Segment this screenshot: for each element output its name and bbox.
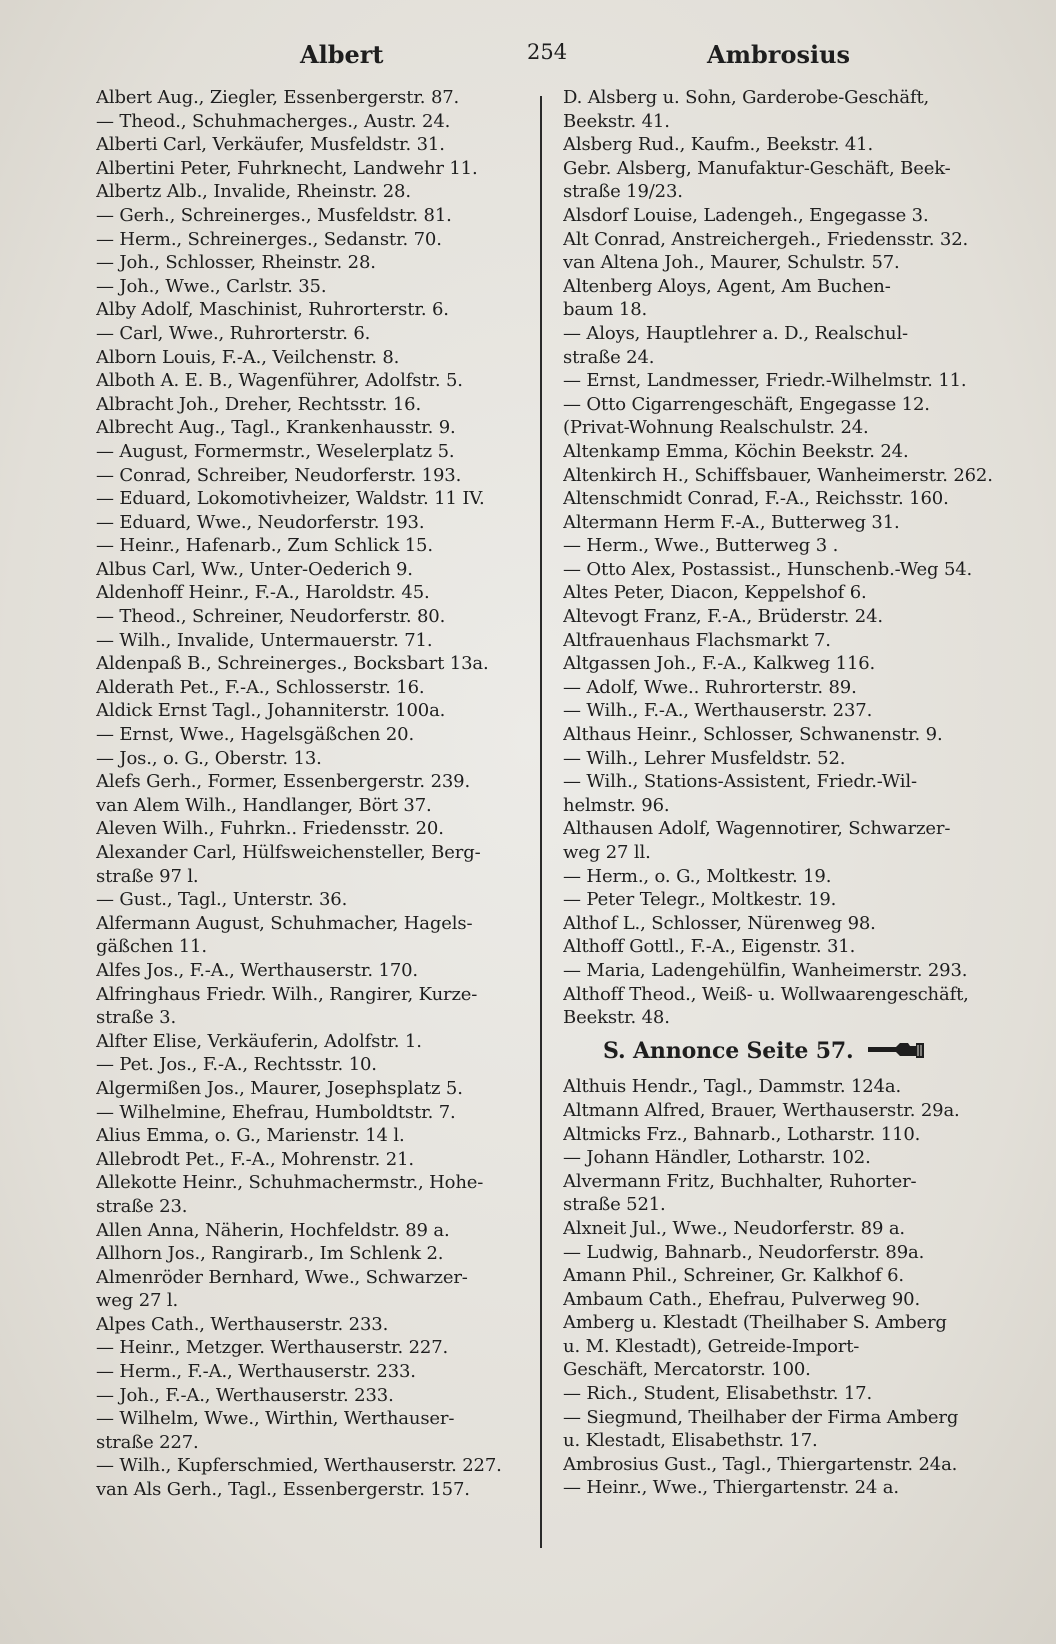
directory-entry: [96, 770, 528, 794]
directory-entry: [96, 1219, 528, 1243]
entry-line: Altenkamp Emma, Köchin Beekstr. 24.: [563, 440, 909, 462]
entry-line: — Eduard, Wwe., Neudorferstr. 193.: [96, 511, 425, 533]
directory-entry: [563, 723, 1003, 747]
directory-entry: [96, 133, 528, 157]
directory-entry: [563, 888, 1003, 912]
entry-line: Altfrauenhaus Flachsmarkt 7.: [563, 629, 831, 651]
entry-line: Aldenhoff Heinr., F.-A., Haroldstr. 45.: [96, 582, 430, 604]
entry-line: — Herm., F.-A., Werthauserstr. 233.: [96, 1361, 416, 1383]
entry-line: Althuis Hendr., Tagl., Dammstr. 124a.: [563, 1076, 902, 1098]
entry-line: Alderath Pet., F.-A., Schlosserstr. 16.: [96, 676, 425, 698]
entry-line: — Otto Alex, Postassist., Hunschenb.-Weg 54.: [563, 558, 973, 580]
entry-line: — Jos., o. G., Oberstr. 13.: [96, 747, 322, 769]
entry-line: Ambaum Cath., Ehefrau, Pulverweg 90.: [563, 1288, 921, 1310]
directory-entry: [563, 511, 1003, 535]
entry-line: Albert Aug., Ziegler, Essenbergerstr. 87.: [96, 87, 460, 108]
entry-line: — Gust., Tagl., Unterstr. 36.: [96, 889, 348, 911]
entry-continuation: baum 18.: [563, 299, 648, 321]
entry-line: Alxneit Jul., Wwe., Neudorferstr. 89 a.: [563, 1217, 905, 1239]
entry-line: van Altena Joh., Maurer, Schulstr. 57.: [563, 252, 900, 274]
directory-entry: [563, 1453, 1003, 1477]
directory-entry: [96, 1101, 528, 1125]
directory-entry: [96, 1266, 528, 1313]
directory-entry: [96, 322, 528, 346]
entry-continuation: (Privat-Wohnung Realschulstr. 24.: [563, 417, 869, 439]
directory-entry: [96, 699, 528, 723]
page-number: 254: [527, 40, 568, 64]
entry-line: Altenkirch H., Schiffsbauer, Wanheimerstr. 262.: [563, 464, 993, 486]
directory-entry: [563, 1406, 1003, 1453]
entry-line: — Wilhelm, Wwe., Wirthin, Werthauser-: [96, 1408, 455, 1430]
entry-line: Allebrodt Pet., F.-A., Mohrenstr. 21.: [96, 1148, 414, 1170]
entry-line: D. Alsberg u. Sohn, Garderobe-Geschäft,: [563, 87, 930, 108]
directory-entry: [563, 1476, 1003, 1500]
directory-entry: [563, 747, 1003, 771]
directory-entry: [96, 817, 528, 841]
left-column: [96, 86, 528, 1502]
entry-line: Alt Conrad, Anstreichergeh., Friedensstr. 32.: [563, 228, 969, 250]
directory-entry: [96, 1242, 528, 1266]
entry-line: Althausen Adolf, Wagennotirer, Schwarzer-: [563, 818, 951, 840]
entry-line: Amann Phil., Schreiner, Gr. Kalkhof 6.: [563, 1265, 905, 1287]
directory-entry: [563, 251, 1003, 275]
directory-entry: [563, 440, 1003, 464]
header-left-keyword: Albert: [300, 40, 384, 69]
directory-entry: [96, 1360, 528, 1384]
directory-entry: [96, 251, 528, 275]
directory-entry: [563, 487, 1003, 511]
entry-line: van Als Gerh., Tagl., Essenbergerstr. 157.: [96, 1479, 470, 1501]
directory-entry: [96, 912, 528, 959]
directory-entry: [563, 1311, 1003, 1382]
entry-line: Alberti Carl, Verkäufer, Musfeldstr. 31.: [96, 134, 445, 156]
entry-line: — Wilh., Kupferschmied, Werthauserstr. 227.: [96, 1455, 502, 1477]
entry-line: Altes Peter, Diacon, Keppelshof 6.: [563, 582, 867, 604]
directory-entry: [563, 534, 1003, 558]
directory-entry: [96, 1313, 528, 1337]
directory-entry: [96, 888, 528, 912]
entry-continuation: straße 227.: [96, 1431, 199, 1453]
directory-entry: [563, 817, 1003, 864]
entry-line: — Ernst, Landmesser, Friedr.-Wilhelmstr. 11.: [563, 370, 967, 392]
header-right-keyword: Ambrosius: [707, 40, 851, 69]
entry-continuation: weg 27 l.: [96, 1290, 179, 1312]
directory-entry: [96, 275, 528, 299]
directory-entry: [563, 865, 1003, 889]
entry-line: — Wilh., F.-A., Werthauserstr. 237.: [563, 700, 873, 722]
entry-line: — Peter Telegr., Moltkestr. 19.: [563, 889, 837, 911]
directory-entry: [96, 487, 528, 511]
directory-entry: [563, 393, 1003, 440]
directory-entry: [96, 1478, 528, 1502]
entry-line: Albrecht Aug., Tagl., Krankenhausstr. 9.: [96, 417, 456, 439]
entry-line: — Johann Händler, Lotharstr. 102.: [563, 1147, 871, 1169]
directory-entry: [96, 841, 528, 888]
entry-line: Albracht Joh., Dreher, Rechtsstr. 16.: [96, 393, 422, 415]
directory-entry: [96, 1030, 528, 1054]
directory-entry: [96, 369, 528, 393]
entry-line: — Heinr., Hafenarb., Zum Schlick 15.: [96, 535, 433, 557]
entry-line: Alpes Cath., Werthauserstr. 233.: [96, 1313, 389, 1335]
entry-line: — Heinr., Wwe., Thiergartenstr. 24 a.: [563, 1477, 899, 1499]
directory-entry: [96, 1407, 528, 1454]
entry-continuation: Beekstr. 41.: [563, 110, 670, 132]
directory-entry: [563, 464, 1003, 488]
entry-line: — Aloys, Hauptlehrer a. D., Realschul-: [563, 322, 908, 344]
entry-line: Ambrosius Gust., Tagl., Thiergartenstr. 24a.: [563, 1453, 958, 1475]
entry-line: van Alem Wilh., Handlanger, Bört 37.: [96, 794, 432, 816]
directory-entry: [563, 1288, 1003, 1312]
entry-line: Aldick Ernst Tagl., Johanniterstr. 100a.: [96, 700, 446, 722]
entry-line: Albertini Peter, Fuhrknecht, Landwehr 11.: [96, 157, 478, 179]
entry-line: Allhorn Jos., Rangirarb., Im Schlenk 2.: [96, 1243, 444, 1265]
entry-line: — Joh., F.-A., Werthauserstr. 233.: [96, 1384, 394, 1406]
pointing-hand-icon: [866, 1038, 926, 1066]
entry-line: Altmann Alfred, Brauer, Werthauserstr. 29a.: [563, 1099, 960, 1121]
entry-line: Algermißen Jos., Maurer, Josephsplatz 5.: [96, 1077, 463, 1099]
right-column-top: [563, 86, 1003, 1030]
entry-line: — Adolf, Wwe.. Ruhrorterstr. 89.: [563, 676, 857, 698]
entry-line: Alfermann August, Schuhmacher, Hagels-: [96, 912, 473, 934]
entry-line: Alborn Louis, F.-A., Veilchenstr. 8.: [96, 346, 400, 368]
entry-continuation: u. M. Klestadt), Getreide-Import-: [563, 1335, 860, 1357]
entry-line: — Ernst, Wwe., Hagelsgäßchen 20.: [96, 724, 415, 746]
entry-line: Aleven Wilh., Fuhrkn.. Friedensstr. 20.: [96, 818, 444, 840]
entry-line: Albus Carl, Ww., Unter-Oederich 9.: [96, 558, 413, 580]
entry-line: — Herm., Wwe., Butterweg 3 .: [563, 535, 839, 557]
entry-continuation: weg 27 ll.: [563, 842, 651, 863]
directory-entry: [563, 322, 1003, 369]
directory-entry: [563, 1075, 1003, 1099]
entry-continuation: Beekstr. 48.: [563, 1007, 670, 1029]
directory-entry: [563, 581, 1003, 605]
entry-line: Altenberg Aloys, Agent, Am Buchen-: [563, 275, 891, 297]
entry-continuation: straße 97 l.: [96, 865, 199, 887]
directory-entry: [96, 511, 528, 535]
directory-entry: [563, 935, 1003, 959]
entry-line: — Gerh., Schreinerges., Musfeldstr. 81.: [96, 204, 452, 226]
entry-line: Almenröder Bernhard, Wwe., Schwarzer-: [96, 1266, 468, 1288]
directory-entry: [563, 676, 1003, 700]
directory-entry: [96, 393, 528, 417]
directory-entry: [96, 346, 528, 370]
page-header: [95, 40, 995, 74]
directory-entry: [96, 1336, 528, 1360]
directory-entry: [96, 204, 528, 228]
entry-line: Althaus Heinr., Schlosser, Schwanenstr. 9.: [563, 724, 943, 746]
directory-entry: [96, 1077, 528, 1101]
entry-line: — Theod., Schuhmacherges., Austr. 24.: [96, 110, 451, 132]
directory-entry: [96, 959, 528, 983]
directory-entry: [96, 723, 528, 747]
entry-line: — Eduard, Lokomotivheizer, Waldstr. 11 IV.: [96, 488, 485, 510]
directory-entry: [563, 157, 1003, 204]
directory-entry: [563, 605, 1003, 629]
directory-entry: [563, 228, 1003, 252]
entry-line: Albertz Alb., Invalide, Rheinstr. 28.: [96, 181, 411, 203]
right-column: [563, 86, 1003, 1500]
directory-entry: [96, 747, 528, 771]
directory-entry: [563, 558, 1003, 582]
entry-line: Altevogt Franz, F.-A., Brüderstr. 24.: [563, 606, 883, 628]
entry-line: — Siegmund, Theilhaber der Firma Amberg: [563, 1406, 959, 1428]
entry-continuation: u. Klestadt, Elisabethstr. 17.: [563, 1430, 818, 1452]
entry-continuation: gäßchen 11.: [96, 936, 207, 958]
entry-continuation: straße 19/23.: [563, 181, 683, 203]
directory-entry: [563, 86, 1003, 133]
entry-line: Alius Emma, o. G., Marienstr. 14 l.: [96, 1125, 405, 1147]
entry-line: Alexander Carl, Hülfsweichensteller, Berg-: [96, 842, 481, 863]
entry-continuation: straße 24.: [563, 346, 655, 368]
entry-line: Alsberg Rud., Kaufm., Beekstr. 41.: [563, 134, 874, 156]
directory-entry: [563, 1217, 1003, 1241]
entry-continuation: helmstr. 96.: [563, 794, 670, 816]
directory-entry: [563, 1264, 1003, 1288]
entry-line: — Pet. Jos., F.-A., Rechtsstr. 10.: [96, 1054, 377, 1076]
directory-entry: [563, 369, 1003, 393]
directory-entry: [96, 652, 528, 676]
directory-entry: [563, 652, 1003, 676]
entry-line: — Herm., o. G., Moltkestr. 19.: [563, 865, 832, 887]
entry-line: — Ludwig, Bahnarb., Neudorferstr. 89a.: [563, 1241, 925, 1263]
entry-continuation: straße 23.: [96, 1195, 188, 1217]
directory-entry: [96, 676, 528, 700]
annonce-text: S. Annonce Seite 57.: [603, 1037, 854, 1064]
directory-entry: [563, 699, 1003, 723]
directory-entry: [96, 629, 528, 653]
entry-line: — Otto Cigarrengeschäft, Engegasse 12.: [563, 393, 930, 415]
entry-line: Alvermann Fritz, Buchhalter, Ruhorter-: [563, 1170, 917, 1192]
entry-line: — Maria, Ladengehülfin, Wanheimerstr. 293.: [563, 959, 968, 981]
entry-line: — Theod., Schreiner, Neudorferstr. 80.: [96, 606, 446, 628]
directory-entry: [96, 440, 528, 464]
directory-entry: [563, 629, 1003, 653]
directory-entry: [96, 794, 528, 818]
directory-entry: [563, 1170, 1003, 1217]
entry-line: — Conrad, Schreiber, Neudorferstr. 193.: [96, 464, 462, 486]
entry-line: Altgassen Joh., F.-A., Kalkweg 116.: [563, 653, 876, 675]
entry-line: — Wilhelmine, Ehefrau, Humboldtstr. 7.: [96, 1101, 456, 1123]
directory-entry: [563, 1123, 1003, 1147]
directory-entry: [563, 770, 1003, 817]
entry-line: Allekotte Heinr., Schuhmachermstr., Hohe-: [96, 1172, 484, 1194]
directory-entry: [96, 558, 528, 582]
entry-line: Alefs Gerh., Former, Essenbergerstr. 239.: [96, 771, 471, 793]
entry-line: — Herm., Schreinerges., Sedanstr. 70.: [96, 228, 442, 250]
directory-entry: [96, 1148, 528, 1172]
directory-entry: [96, 416, 528, 440]
entry-line: Altmicks Frz., Bahnarb., Lotharstr. 110.: [563, 1123, 921, 1145]
entry-line: — Joh., Schlosser, Rheinstr. 28.: [96, 252, 376, 274]
entry-line: Alby Adolf, Maschinist, Ruhrorterstr. 6.: [96, 299, 449, 321]
directory-entry: [563, 1241, 1003, 1265]
entry-line: Althof L., Schlosser, Nürenweg 98.: [563, 912, 876, 934]
annonce-notice: [603, 1038, 1003, 1066]
entry-line: — Heinr., Metzger. Werthauserstr. 227.: [96, 1337, 449, 1359]
directory-entry: [96, 1124, 528, 1148]
column-divider: [540, 96, 542, 1548]
directory-entry: [563, 1099, 1003, 1123]
directory-entry: [563, 275, 1003, 322]
directory-entry: [96, 605, 528, 629]
directory-entry: [96, 581, 528, 605]
entry-line: Aldenpaß B., Schreinerges., Bocksbart 13a.: [96, 653, 489, 675]
entry-line: Allen Anna, Näherin, Hochfeldstr. 89 a.: [96, 1219, 450, 1241]
directory-entry: [96, 1171, 528, 1218]
entry-line: Alboth A. E. B., Wagenführer, Adolfstr. 5.: [96, 370, 463, 392]
directory-entry: [96, 1454, 528, 1478]
entry-line: Gebr. Alsberg, Manufaktur-Geschäft, Beek-: [563, 157, 951, 179]
entry-line: — Wilh., Invalide, Untermauerstr. 71.: [96, 629, 433, 651]
entry-line: Althoff Theod., Weiß- u. Wollwaarengeschäft,: [563, 983, 969, 1005]
entry-line: Alfringhaus Friedr. Wilh., Rangirer, Kurze-: [96, 983, 478, 1005]
directory-entry: [563, 133, 1003, 157]
directory-entry: [96, 1384, 528, 1408]
directory-entry: [96, 1053, 528, 1077]
entry-line: Amberg u. Klestadt (Theilhaber S. Amberg: [563, 1312, 947, 1334]
entry-line: Althoff Gottl., F.-A., Eigenstr. 31.: [563, 936, 856, 958]
directory-entry: [96, 110, 528, 134]
entry-line: — Joh., Wwe., Carlstr. 35.: [96, 275, 327, 297]
directory-entry: [96, 534, 528, 558]
entry-line: — Wilh., Stations-Assistent, Friedr.-Wil-: [563, 771, 917, 793]
entry-line: Altermann Herm F.-A., Butterweg 31.: [563, 511, 900, 533]
directory-entry: [563, 959, 1003, 983]
directory-entry: [563, 983, 1003, 1030]
directory-entry: [563, 1382, 1003, 1406]
entry-line: — Wilh., Lehrer Musfeldstr. 52.: [563, 747, 846, 769]
entry-line: Altenschmidt Conrad, F.-A., Reichsstr. 160.: [563, 488, 949, 510]
directory-entry: [563, 1146, 1003, 1170]
directory-entry: [96, 157, 528, 181]
entry-continuation: straße 521.: [563, 1194, 666, 1216]
entry-line: — Carl, Wwe., Ruhrorterstr. 6.: [96, 322, 371, 344]
directory-entry: [563, 912, 1003, 936]
entry-continuation: Geschäft, Mercatorstr. 100.: [563, 1359, 811, 1381]
entry-line: Alfes Jos., F.-A., Werthauserstr. 170.: [96, 959, 418, 981]
entry-line: Alsdorf Louise, Ladengeh., Engegasse 3.: [563, 204, 929, 226]
directory-entry: [96, 983, 528, 1030]
directory-entry: [96, 180, 528, 204]
entry-line: — Rich., Student, Elisabethstr. 17.: [563, 1383, 873, 1405]
entry-line: — August, Formermstr., Weselerplatz 5.: [96, 440, 455, 462]
directory-entry: [96, 464, 528, 488]
entry-continuation: straße 3.: [96, 1007, 177, 1029]
directory-entry: [563, 204, 1003, 228]
directory-entry: [96, 298, 528, 322]
right-column-bottom: [563, 1075, 1003, 1500]
directory-entry: [96, 86, 528, 110]
entry-line: Alfter Elise, Verkäuferin, Adolfstr. 1.: [96, 1030, 422, 1052]
directory-entry: [96, 228, 528, 252]
